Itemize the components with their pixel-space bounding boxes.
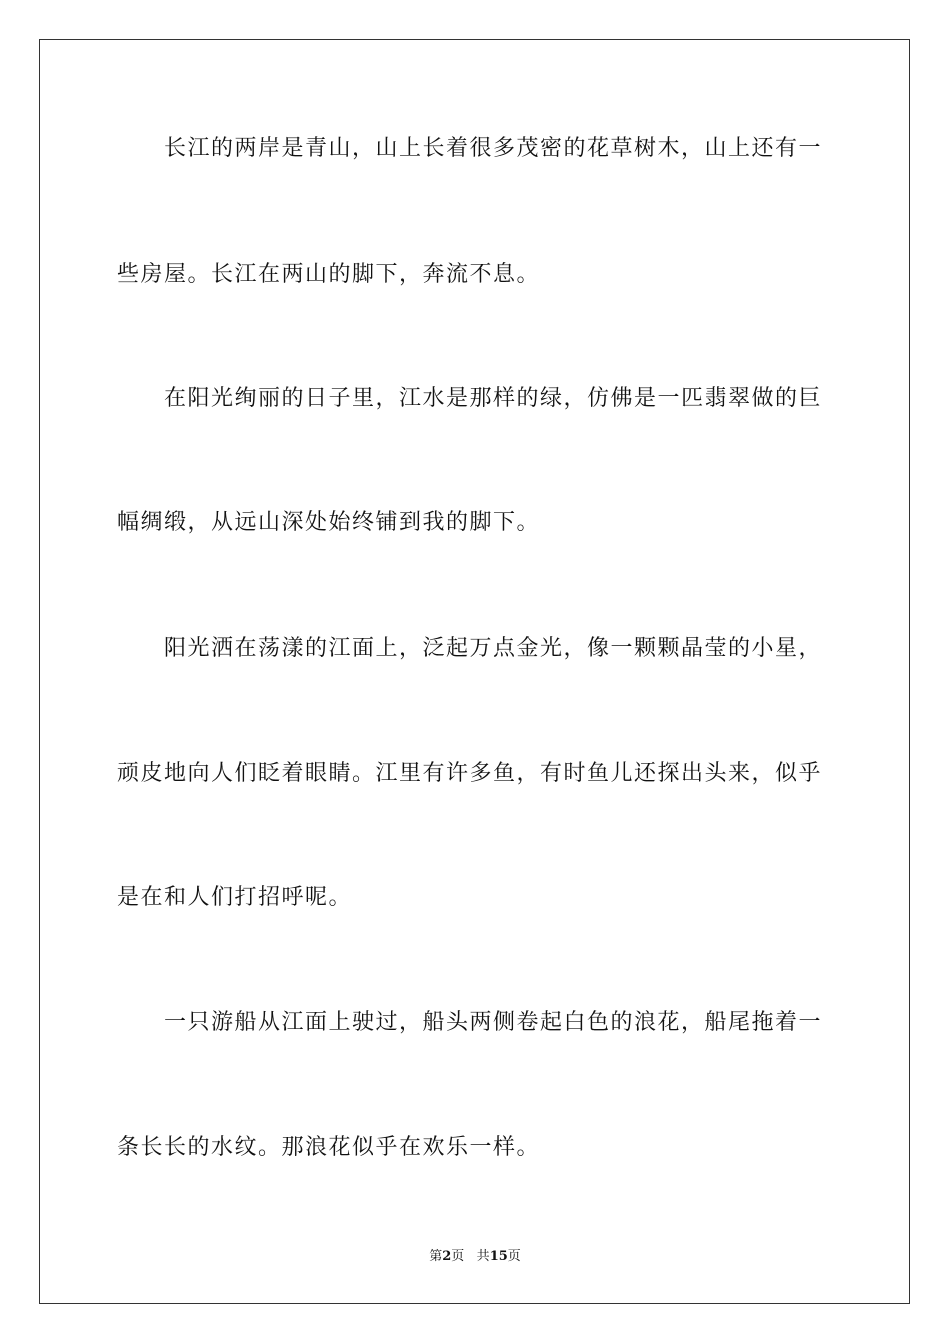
paragraph-4-line-1: 一只游船从江面上驶过，船头两侧卷起白色的浪花，船尾拖着一: [164, 1010, 823, 1035]
footer-total-prefix: 共: [476, 1249, 490, 1264]
paragraph-1-line-2: 些房屋。长江在两山的脚下，奔流不息。: [117, 262, 541, 287]
paragraph-2-line-2: 幅绸缎，从远山深处始终铺到我的脚下。: [117, 510, 541, 535]
page-border: [39, 39, 910, 1304]
page-footer: [0, 1248, 950, 1266]
footer-total-unit: 页: [507, 1249, 521, 1264]
paragraph-3-line-3: 是在和人们打招呼呢。: [117, 885, 353, 910]
footer-prefix: 第: [429, 1249, 443, 1264]
footer-page-unit: 页: [451, 1249, 465, 1264]
paragraph-3-line-2: 顽皮地向人们眨着眼睛。江里有许多鱼，有时鱼儿还探出头来，似乎: [117, 761, 823, 786]
paragraph-1-line-1: 长江的两岸是青山，山上长着很多茂密的花草树木，山上还有一: [164, 136, 823, 161]
current-page-number: 2: [442, 1249, 452, 1264]
paragraph-3-line-1: 阳光洒在荡漾的江面上，泛起万点金光，像一颗颗晶莹的小星，: [164, 636, 823, 661]
paragraph-2-line-1: 在阳光绚丽的日子里，江水是那样的绿，仿佛是一匹翡翠做的巨: [164, 386, 823, 411]
total-pages-number: 15: [489, 1249, 508, 1264]
paragraph-4-line-2: 条长长的水纹。那浪花似乎在欢乐一样。: [117, 1135, 541, 1160]
